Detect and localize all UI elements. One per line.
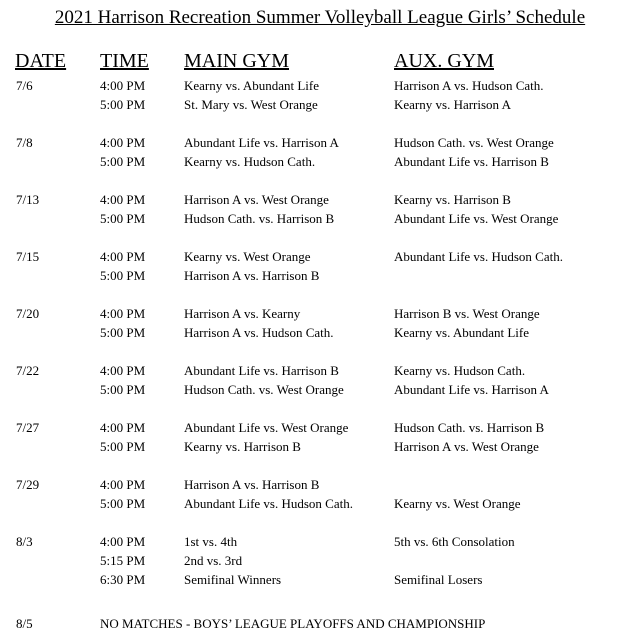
aux-gym-matchup: Harrison B vs. West Orange: [394, 306, 540, 321]
game-date: 7/29: [16, 477, 40, 492]
main-gym-matchup: Abundant Life vs. Harrison A: [184, 135, 339, 150]
date-column-header: DATE: [15, 50, 67, 72]
game-time: 4:00 PM: [100, 363, 146, 378]
game-row: [0, 380, 640, 399]
main-gym-matchup: Hudson Cath. vs. Harrison B: [184, 211, 335, 226]
game-time: 4:00 PM: [100, 420, 146, 435]
game-time: 4:00 PM: [100, 192, 146, 207]
game-date: 8/3: [16, 534, 33, 549]
game-row: [0, 532, 640, 551]
aux-gym-matchup: Kearny vs. Abundant Life: [394, 325, 530, 340]
game-row: [0, 209, 640, 228]
game-row: [0, 361, 640, 380]
game-time: 4:00 PM: [100, 249, 146, 264]
main-gym-matchup: Hudson Cath. vs. West Orange: [184, 382, 344, 397]
game-row: [0, 95, 640, 114]
game-time: 5:00 PM: [100, 496, 146, 511]
day-block: [0, 304, 640, 342]
game-time: 5:00 PM: [100, 211, 146, 226]
game-time: 6:30 PM: [100, 572, 146, 587]
main-gym-matchup: St. Mary vs. West Orange: [184, 97, 318, 112]
note-date: 8/5: [16, 616, 33, 631]
game-date: 7/15: [16, 249, 40, 264]
main-gym-matchup: 1st vs. 4th: [184, 534, 238, 549]
aux-gym-matchup: Abundant Life vs. Hudson Cath.: [394, 249, 563, 264]
game-time: 4:00 PM: [100, 135, 146, 150]
main-gym-matchup: Semifinal Winners: [184, 572, 282, 587]
aux-gym-matchup: Hudson Cath. vs. West Orange: [394, 135, 554, 150]
aux-gym-matchup: Kearny vs. Harrison A: [394, 97, 511, 112]
main-gym-matchup: Harrison A vs. Hudson Cath.: [184, 325, 334, 340]
aux-gym-matchup: Kearny vs. Hudson Cath.: [394, 363, 526, 378]
game-row: [0, 76, 640, 95]
main-gym-column-header: MAIN GYM: [184, 50, 289, 72]
game-row: [0, 494, 640, 513]
schedule-table: [0, 76, 640, 608]
game-time: 4:00 PM: [100, 534, 146, 549]
main-gym-matchup: Harrison A vs. Harrison B: [184, 268, 320, 283]
game-row: [0, 475, 640, 494]
day-block: [0, 361, 640, 399]
aux-gym-matchup: Harrison A vs. Hudson Cath.: [394, 78, 544, 93]
page-title: 2021 Harrison Recreation Summer Volleyball League Girls’ Schedule: [54, 7, 586, 28]
day-block: [0, 190, 640, 228]
aux-gym-matchup: 5th vs. 6th Consolation: [394, 534, 515, 549]
game-time: 4:00 PM: [100, 477, 146, 492]
game-row: [0, 570, 640, 589]
main-gym-matchup: Abundant Life vs. Harrison B: [184, 363, 339, 378]
main-gym-matchup: Harrison A vs. Kearny: [184, 306, 301, 321]
game-row: [0, 190, 640, 209]
day-block: [0, 475, 640, 513]
game-time: 5:00 PM: [100, 154, 146, 169]
main-gym-matchup: 2nd vs. 3rd: [184, 553, 243, 568]
game-time: 4:00 PM: [100, 78, 146, 93]
game-date: 7/6: [16, 78, 33, 93]
game-time: 5:00 PM: [100, 382, 146, 397]
game-date: 7/8: [16, 135, 33, 150]
main-gym-matchup: Harrison A vs. Harrison B: [184, 477, 320, 492]
aux-gym-matchup: Semifinal Losers: [394, 572, 483, 587]
aux-gym-matchup: Abundant Life vs. West Orange: [394, 211, 559, 226]
game-row: [0, 152, 640, 171]
game-time: 5:00 PM: [100, 268, 146, 283]
day-block: [0, 76, 640, 114]
schedule-note-row: [0, 614, 640, 633]
time-column-header: TIME: [100, 50, 149, 72]
main-gym-matchup: Abundant Life vs. West Orange: [184, 420, 349, 435]
game-time: 4:00 PM: [100, 306, 146, 321]
game-row: [0, 133, 640, 152]
game-row: [0, 304, 640, 323]
game-row: [0, 437, 640, 456]
game-date: 7/20: [16, 306, 40, 321]
game-time: 5:15 PM: [100, 553, 146, 568]
game-date: 7/22: [16, 363, 40, 378]
main-gym-matchup: Harrison A vs. West Orange: [184, 192, 329, 207]
game-time: 5:00 PM: [100, 97, 146, 112]
day-block: [0, 133, 640, 171]
aux-gym-matchup: Kearny vs. Harrison B: [394, 192, 511, 207]
aux-gym-matchup: Harrison A vs. West Orange: [394, 439, 539, 454]
aux-gym-column-header: AUX. GYM: [394, 50, 494, 72]
game-row: [0, 323, 640, 342]
aux-gym-matchup: Hudson Cath. vs. Harrison B: [394, 420, 545, 435]
game-time: 5:00 PM: [100, 325, 146, 340]
game-row: [0, 266, 640, 285]
day-block: [0, 418, 640, 456]
main-gym-matchup: Kearny vs. Harrison B: [184, 439, 301, 454]
main-gym-matchup: Kearny vs. West Orange: [184, 249, 311, 264]
game-date: 7/27: [16, 420, 40, 435]
main-gym-matchup: Abundant Life vs. Hudson Cath.: [184, 496, 353, 511]
game-time: 5:00 PM: [100, 439, 146, 454]
aux-gym-matchup: Abundant Life vs. Harrison B: [394, 154, 549, 169]
aux-gym-matchup: Kearny vs. West Orange: [394, 496, 521, 511]
main-gym-matchup: Kearny vs. Hudson Cath.: [184, 154, 316, 169]
game-row: [0, 551, 640, 570]
game-date: 7/13: [16, 192, 40, 207]
main-gym-matchup: Kearny vs. Abundant Life: [184, 78, 320, 93]
day-block: [0, 532, 640, 589]
game-row: [0, 418, 640, 437]
game-row: [0, 247, 640, 266]
day-block: [0, 247, 640, 285]
aux-gym-matchup: Abundant Life vs. Harrison A: [394, 382, 549, 397]
note-text: NO MATCHES - BOYS’ LEAGUE PLAYOFFS AND CHAMPIONSHIP: [100, 616, 486, 631]
